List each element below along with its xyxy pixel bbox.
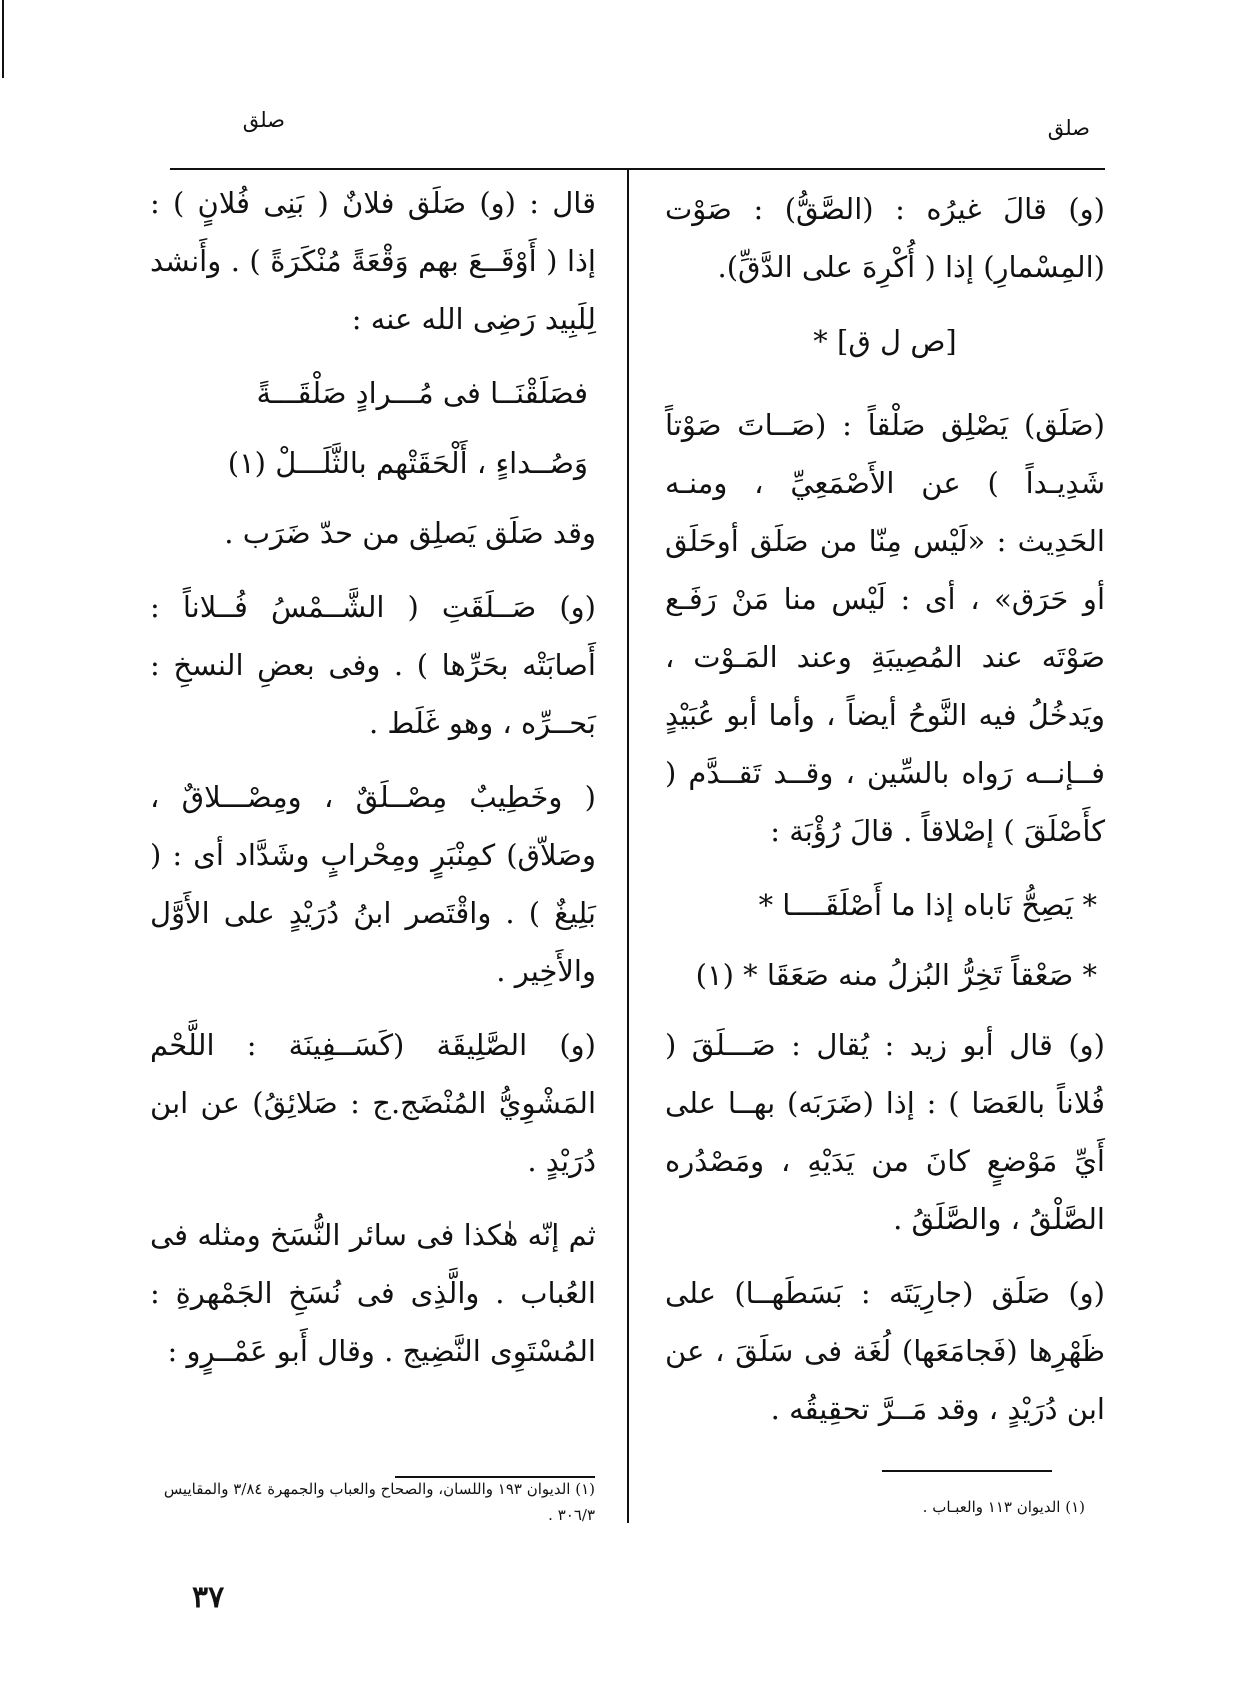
header-rule [170, 168, 1105, 170]
running-head-right: صلق [1047, 116, 1090, 140]
footnote-left: (١) الديوان ١٩٣ واللسان، والصحاح والعباب والجمهرة ٣/٨٤ والمقاييس ٣٠٦/٣ . [163, 1480, 595, 1524]
paragraph: (و) الصَّلِيقَة (كَسَــفِينَة : اللَّحْم المَشْوِيُّ المُنْضَج.ج : صَلائِقُ) عن ابن دُرَيْدٍ . [150, 1028, 596, 1178]
paragraph: ( وخَطِيبٌ مِصْــلَقٌ ، ومِصْـــلاقٌ ، وصَلاّق) كمِنْبَرٍ ومِحْرابٍ وشَدَّاد أى : ( بَلِيغٌ ) . واقْتَصر ابنُ دُرَيْدٍ على الأَوَّل والأَخِير . [150, 780, 596, 988]
paragraph: (صَلَق) يَصْلِق صَلْقاً : (صَــاتَ صَوْتاً شَدِيـداً ) عن الأَصْمَعِيِّ ، ومنـه الحَدِيث : «لَيْس مِنّا من صَلَق أوحَلَق أو حَرَق» ، أى : لَيْس منا مَنْ رَفَـع صَوْتَه عند المُصِيبَةِ وعند المَـوْت ، ويَدخُلُ فيه النَّوحُ أيضاً ، وأما أبو عُبَيْدٍ فــإنــه رَواه بالسِّين ، وقــد تَقــدَّم ( كأَصْلَقَ ) إصْلاقاً . قالَ رُؤْبَة : [665, 408, 1105, 848]
paragraph: (و) قال أبو زيد : يُقال : صَـــلَقَ ( فُلاناً بالعَصَا ) : إذا (ضَرَبَه) بهــا على أَيِّ مَوْضعٍ كانَ من يَدَيْهِ ، ومَصْدُره الصَّلْقُ ، والصَّلَقُ . [665, 1028, 1105, 1236]
paragraph: قال : (و) صَلَق فلانٌ ( بَنِى فُلانٍ ) : إذا ( أَوْقَــعَ بهم وَقْعَةً مُنْكَرَةً ) . وأَنشد لِلَبِيد رَضِى الله عنه : [150, 186, 596, 336]
margin-mark [2, 0, 4, 78]
paragraph: ثم إنّه هٰكذا فى سائر النُّسَخ ومثله فى العُباب . والَّذِى فى نُسَخِ الجَمْهرةِ : المُسْتَوِى النَّضِيج . وقال أَبو عَمْــرٍو : [150, 1218, 596, 1368]
right-column [665, 180, 1105, 1454]
column-divider [627, 168, 629, 1523]
verse-line: * يَصِحُّ نَاباه إذا ما أَصْلَقَــــا * [758, 888, 1097, 922]
footnote-right: (١) الديوان ١١٣ والعبـاب . [922, 1498, 1085, 1516]
running-head-left: صلق [242, 108, 285, 132]
verse-line: * صَعْقاً تَخِرُّ البُزلُ منه صَعَقَا * (١) [695, 958, 1097, 992]
verse-line: فصَلَقْنَــا فى مُـــرادٍ صَلْقَـــةً [256, 376, 588, 410]
page-number: ٣٧ [192, 1580, 225, 1615]
paragraph: (و) صَلَق (جارِيَتَه : بَسَطَهــا) على ظَهْرِها (فَجامَعَها) لُغَة فى سَلَقَ ، عن ابن دُرَيْدٍ ، وقد مَــرَّ تحقِيقُه . [665, 1276, 1105, 1426]
left-column [150, 174, 596, 1396]
footnote-rule-right [882, 1470, 1052, 1472]
paragraph: (و) صَــلَقَتِ ( الشَّــمْسُ فُــلاناً : أَصابَتْه بحَرِّها ) . وفى بعضِ النسخِ : بَحــرِّه ، وهو غَلَط . [150, 590, 596, 740]
paragraph: وقد صَلَق يَصلِق من حدّ ضَرَب . [224, 516, 596, 550]
verse-line: وَصُــداءٍ ، أَلْحَقَتْهم بالثَّلَـــلْ (١) [227, 446, 588, 480]
entry-heading: [ص ل ق] * [813, 324, 957, 358]
paragraph: (و) قالَ غيرُه : (الصَّقُّ) : صَوْت (المِسْمارِ) إذا ( أُكْرِهَ على الدَّقِّ). [665, 192, 1105, 284]
